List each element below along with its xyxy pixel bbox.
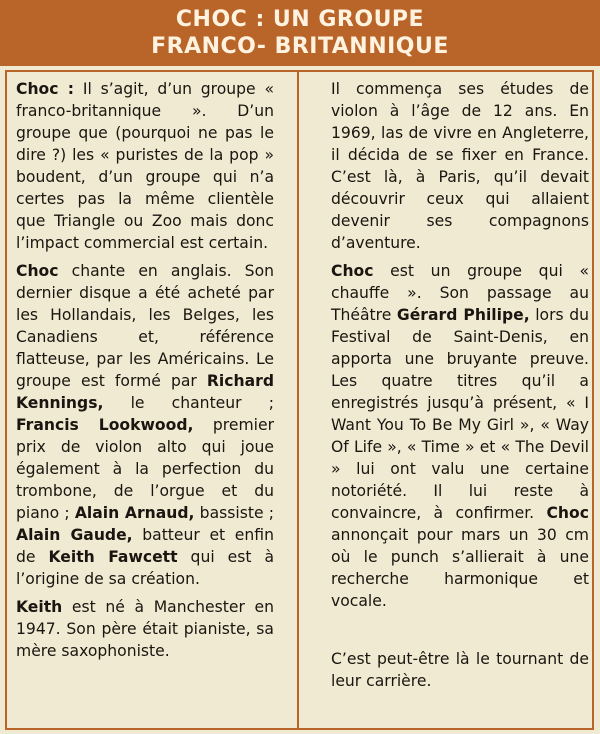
member-name: Richard Kennings, xyxy=(16,372,274,412)
paragraph-text: lors du Festival de Saint-Denis, en apporta une bruyante preuve. Les quatre titres qu’il a enregistrés jusqu’à présent, « I Want You To Be My Girl », « Way Of Life », « Time » et « The Devil » lui ont valu une certaine notoriété. Il lui reste à convaincre, à confirmer. xyxy=(331,306,589,522)
band-name: Choc xyxy=(546,504,589,522)
member-name: Alain Gaude, xyxy=(16,526,133,544)
paragraph xyxy=(331,78,589,254)
paragraph-text: chante en anglais. Son dernier disque a été acheté par les Hollandais, les Belges, les Canadiens et, référence flatteuse, par les Américains. Le groupe est formé par xyxy=(16,262,274,390)
paragraph xyxy=(16,78,274,254)
paragraph-text: annonçait pour mars un 30 cm où le punch s’allierait à une recherche harmonique et vocale. xyxy=(331,526,589,610)
paragraph xyxy=(16,260,274,590)
paragraph xyxy=(331,260,589,612)
member-name: Alain Arnaud, xyxy=(74,504,195,522)
left-column xyxy=(16,78,274,668)
column-divider xyxy=(297,70,299,730)
paragraph-text: qui est à l’origine de sa création. xyxy=(16,548,274,588)
right-column xyxy=(331,78,589,698)
article-header-banner xyxy=(0,0,600,66)
paragraph-text: Il commença ses études de violon à l’âge de 12 ans. En 1969, las de vivre en Angleterre, il décida de se fixer en France. C’est là, à Paris, qu’il devait découvrir ceux qui allaient devenir ses compagnons d’aventure. xyxy=(331,80,589,252)
paragraph-text: premier prix de violon alto qui joue également à la perfection du trombone, de l’orgue et du piano ; xyxy=(16,416,274,522)
venue-name: Gérard Philipe, xyxy=(396,306,530,324)
bold-lead: Keith xyxy=(16,598,63,616)
paragraph-text: est né à Manchester en 1947. Son père était pianiste, sa mère saxophoniste. xyxy=(16,598,274,660)
closing-paragraph xyxy=(331,648,589,692)
paragraph-text: Il s’agit, d’un groupe « franco-britannique ». D’un groupe que (pourquoi ne pas le dire ?) les « puristes de la pop » boudent, d’un groupe qui n’a certes pas la même clientèle que Triangle ou Zoo mais donc l’impact commercial est certain. xyxy=(16,80,275,252)
headline-line-2: FRANCO- BRITANNIQUE xyxy=(151,34,449,59)
paragraph-text: C’est peut-être là le tournant de leur carrière. xyxy=(331,650,589,690)
paragraph-text: batteur et enfin de xyxy=(16,526,274,566)
paragraph xyxy=(16,596,274,662)
paragraph-text: bassiste ; xyxy=(194,504,274,522)
headline-line-1: CHOC : UN GROUPE xyxy=(175,7,425,32)
bold-lead: Choc xyxy=(331,262,374,280)
bold-lead: Choc xyxy=(16,262,59,280)
bold-lead: Choc : xyxy=(16,80,75,98)
paragraph-text: le chanteur ; xyxy=(103,394,274,412)
paragraph-text: est un groupe qui « chauffe ». Son passage au Théâtre xyxy=(331,262,589,324)
member-name: Keith Fawcett xyxy=(48,548,178,566)
member-name: Francis Lookwood, xyxy=(16,416,194,434)
